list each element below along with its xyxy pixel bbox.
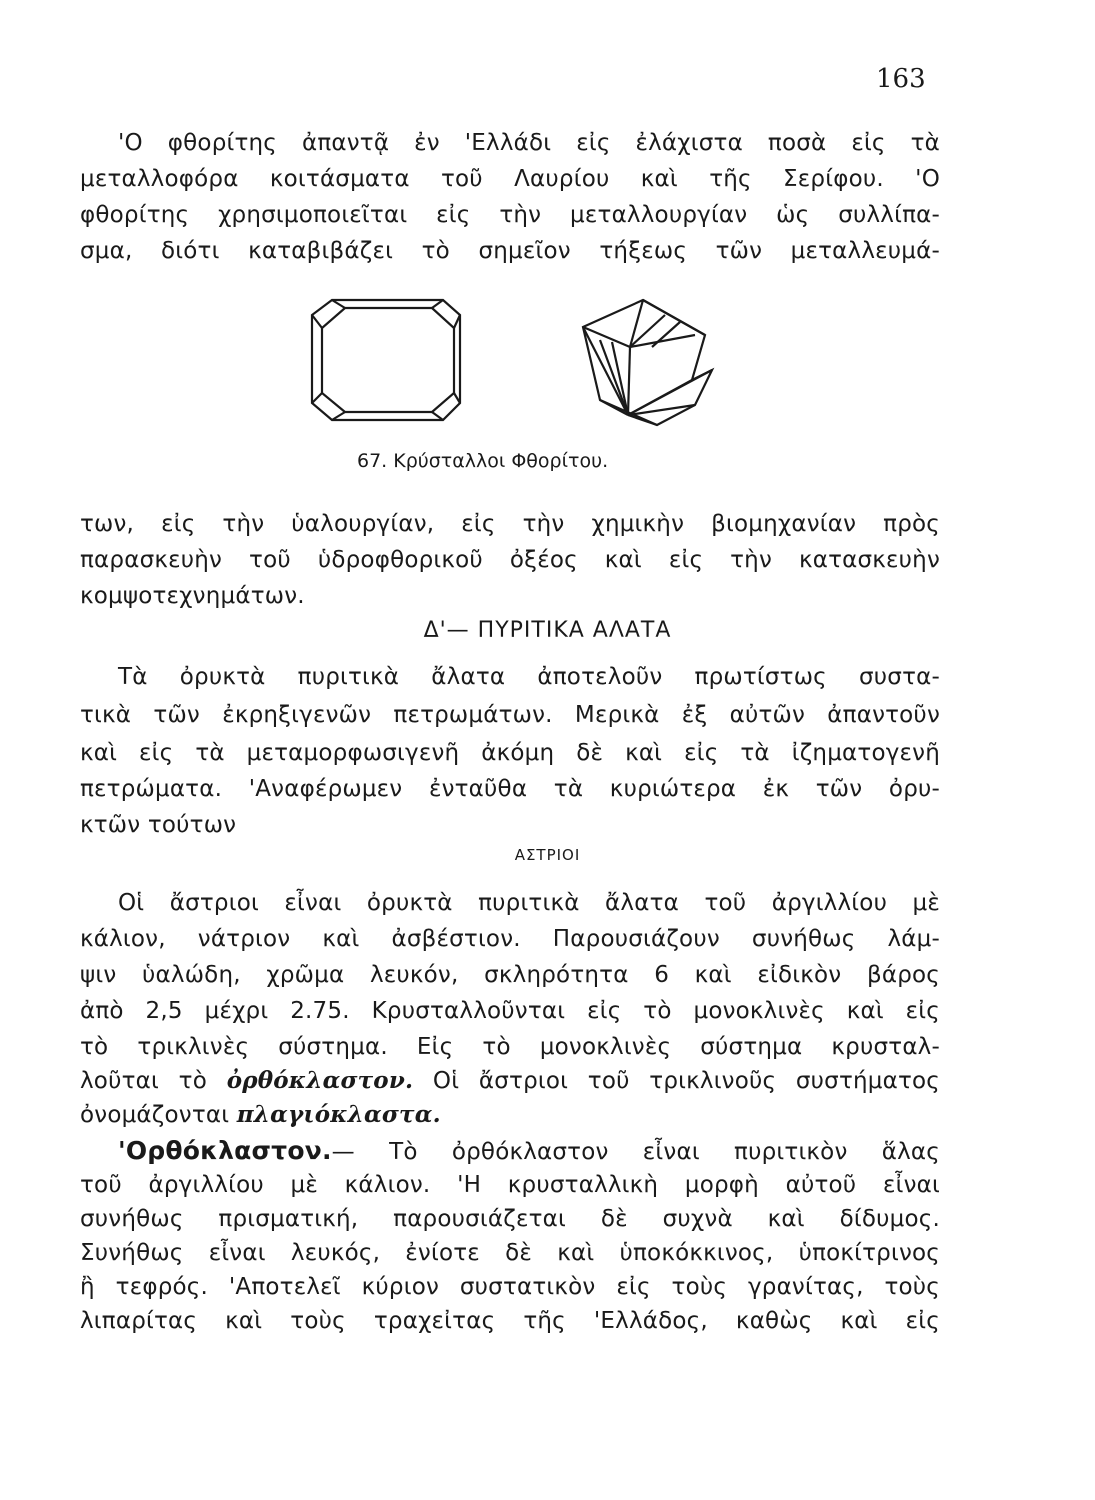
figure-caption: 67. Κρύσταλλοι Φθορίτου. (357, 450, 609, 472)
crystal-figure (300, 290, 730, 440)
text-line (80, 1098, 940, 1132)
text-line: πετρώματα. 'Αναφέρωμεν ἐνταῦθα τὰ κυριώτερα ἐκ τῶν ὀρυ- (80, 776, 940, 802)
text-line: καὶ εἰς τὰ μεταμορφωσιγενῆ ἀκόμη δὲ καὶ εἰς τὰ ἰζηματογενῆ (80, 740, 940, 766)
subheading: ΑΣΤΡΙΟΙ (514, 846, 581, 864)
text-line (80, 1064, 940, 1098)
text-line: σμα, διότι καταβιβάζει τὸ σημεῖον τήξεως τῶν μεταλλευμά- (80, 238, 940, 264)
term-orthoclase-heading: 'Ορθόκλαστον. (118, 1136, 332, 1165)
text-fragment: ὀνομάζονται (80, 1102, 237, 1128)
text-line: των, εἰς τὴν ὑαλουργίαν, εἰς τὴν χημικὴν βιομηχανίαν πρὸς (80, 511, 940, 537)
text-line: ἢ τεφρός. 'Αποτελεῖ κύριον συστατικὸν εἰς τοὺς γρανίτας, τοὺς (80, 1274, 940, 1300)
text-fragment: — Τὸ ὀρθόκλαστον εἶναι πυριτικὸν ἅλας (331, 1139, 940, 1165)
text-line: Τὰ ὀρυκτὰ πυριτικὰ ἄλατα ἀποτελοῦν πρωτίστως συστα- (118, 664, 940, 690)
text-line: ψιν ὑαλώδη, χρῶμα λευκόν, σκληρότητα 6 καὶ εἰδικὸν βάρος (80, 962, 940, 988)
term-plagioclase: πλαγιόκλαστα. (236, 1101, 441, 1128)
page-number: 163 (876, 64, 926, 94)
text-line (118, 1134, 940, 1169)
text-line: κάλιον, νάτριον καὶ ἀσβέστιον. Παρουσιάζουν συνήθως λάμ- (80, 926, 940, 952)
text-line: τοῦ ἀργιλλίου μὲ κάλιον. 'Η κρυσταλλικὴ μορφὴ αὐτοῦ εἶναι (80, 1172, 940, 1198)
term-orthoclase: ὀρθόκλαστον. (226, 1067, 414, 1094)
text-line: λιπαρίτας καὶ τοὺς τραχεἰτας τῆς 'Ελλάδος, καθὼς καὶ εἰς (80, 1308, 940, 1334)
text-line: κτῶν τούτων (80, 812, 237, 838)
text-line: ἀπὸ 2,5 μέχρι 2.75. Κρυσταλλοῦνται εἰς τὸ μονοκλινὲς καὶ εἰς (80, 998, 940, 1024)
text-line: παρασκευὴν τοῦ ὑδροφθορικοῦ ὀξέος καὶ εἰς τὴν κατασκευὴν (80, 547, 940, 573)
text-fragment: Οἱ ἄστριοι τοῦ τρικλινοῦς συστήματος (413, 1068, 940, 1094)
text-line: συνήθως πρισματική, παρουσιάζεται δὲ συχνὰ καὶ δίδυμος. (80, 1206, 940, 1232)
text-line: Οἱ ἄστριοι εἶναι ὀρυκτὰ πυριτικὰ ἄλατα τοῦ ἀργιλλίου μὲ (118, 890, 940, 916)
text-line: τικὰ τῶν ἐκρηξιγενῶν πετρωμάτων. Μερικὰ ἐξ αὐτῶν ἀπαντοῦν (80, 702, 940, 728)
text-fragment: λοῦται τὸ (80, 1068, 227, 1094)
text-line: 'Ο φθορίτης ἀπαντᾷ ἐν 'Ελλάδι εἰς ἐλάχιστα ποσὰ εἰς τὰ (118, 130, 940, 156)
text-line: μεταλλοφόρα κοιτάσματα τοῦ Λαυρίου καὶ τῆς Σερίφου. 'Ο (80, 166, 940, 192)
cube-octahedron-crystal-icon (312, 300, 460, 420)
text-line: φθορίτης χρησιμοποιεῖται εἰς τὴν μεταλλουργίαν ὡς συλλίπα- (80, 202, 940, 228)
twinned-crystal-icon (583, 300, 712, 425)
section-heading: Δ'— ΠΥΡΙΤΙΚΑ ΑΛΑΤΑ (423, 618, 672, 643)
text-line: κομψοτεχνημάτων. (80, 583, 305, 609)
text-line: τὸ τρικλινὲς σύστημα. Εἰς τὸ μονοκλινὲς σύστημα κρυσταλ- (80, 1034, 940, 1060)
text-line: Συνήθως εἶναι λευκός, ἐνίοτε δὲ καὶ ὑποκόκκινος, ὑποκίτρινος (80, 1240, 940, 1266)
